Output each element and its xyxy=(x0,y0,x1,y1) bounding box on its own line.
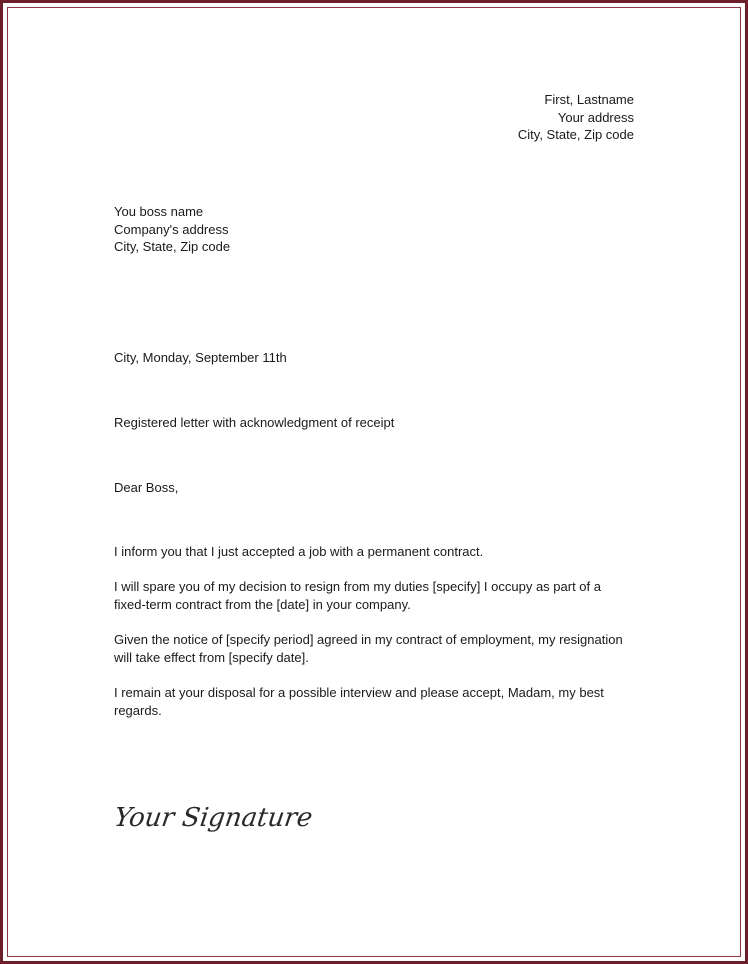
body-paragraph-3-line-1: Given the notice of [specify period] agreed in my contract of employment, my resignation xyxy=(114,632,623,647)
subject-line: Registered letter with acknowledgment of receipt xyxy=(114,415,395,430)
sender-address: Your address xyxy=(557,109,634,125)
body-paragraph-4-line-2: regards. xyxy=(114,702,162,718)
recipient-city-state-zip: City, State, Zip code xyxy=(114,239,231,254)
sender-name: First, Lastname xyxy=(544,92,634,107)
recipient-name: You boss name xyxy=(114,204,204,219)
body-paragraph-4-line-1: I remain at your disposal for a possible interview and please accept, Madam, my best xyxy=(114,685,604,700)
date-line: City, Monday, September 11th xyxy=(114,350,287,365)
body-paragraph-1: I inform you that I just accepted a job with a permanent contract. xyxy=(114,544,484,559)
signature-graphic xyxy=(112,792,315,840)
body-paragraph-3-line-2: will take effect from [specify date]. xyxy=(114,649,309,665)
recipient-address: Company's address xyxy=(114,221,229,237)
signature xyxy=(112,792,315,840)
salutation: Dear Boss, xyxy=(114,480,179,495)
sender-city-state-zip: City, State, Zip code xyxy=(517,127,634,142)
signature-text: Your Signature xyxy=(112,803,315,833)
body-paragraph-2-line-1: I will spare you of my decision to resign from my duties [specify] I occupy as part of a xyxy=(114,579,601,594)
body-paragraph-2-line-2: fixed-term contract from the [date] in your company. xyxy=(114,596,411,612)
